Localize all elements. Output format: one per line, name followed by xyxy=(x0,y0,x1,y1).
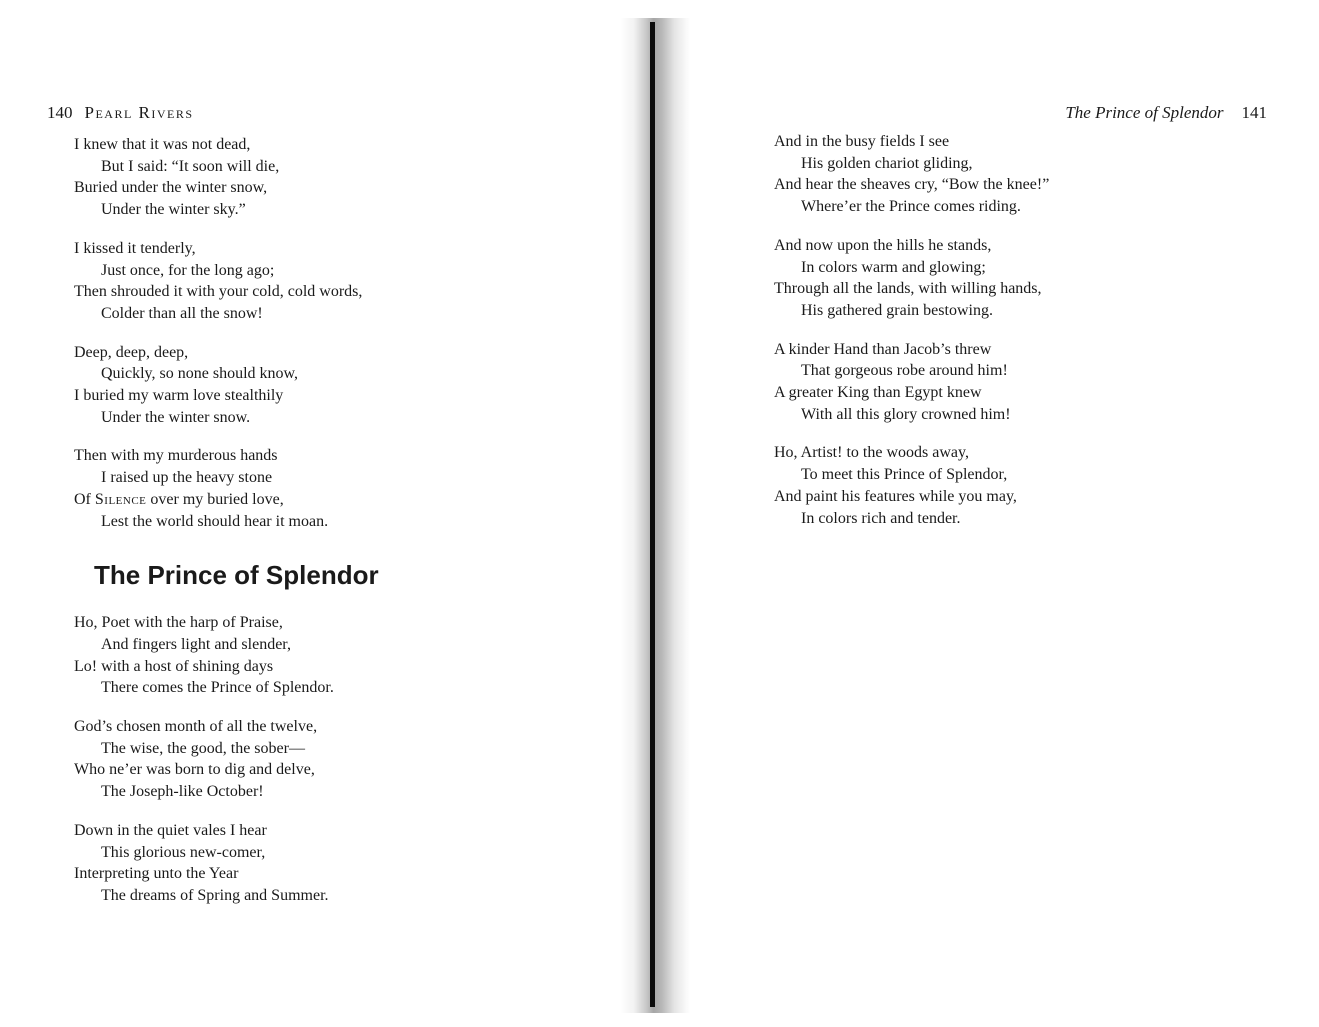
poem-line: God’s chosen month of all the twelve, xyxy=(74,718,318,736)
left-page xyxy=(0,0,620,1027)
right-running-head-title: The Prince of Splendor xyxy=(1065,103,1224,122)
poem-line: And hear the sheaves cry, “Bow the knee!” xyxy=(774,176,1050,194)
poem-line: I kissed it tenderly, xyxy=(74,239,196,257)
poem-line: Interpreting unto the Year xyxy=(74,865,239,883)
poem-line: Under the winter sky.” xyxy=(101,201,246,219)
poem-line: Lest the world should hear it moan. xyxy=(101,512,329,530)
poem-line: Deep, deep, deep, xyxy=(74,343,189,361)
poem-line: But I said: “It soon will die, xyxy=(101,157,280,175)
left-running-head-author: Pearl Rivers xyxy=(84,103,194,122)
poem-line: Ho, Poet with the harp of Praise, xyxy=(74,614,283,632)
right-running-head xyxy=(1065,102,1267,124)
poem-line: The wise, the good, the sober— xyxy=(101,739,305,757)
book-spine xyxy=(650,22,655,1007)
poem-line: And paint his features while you may, xyxy=(774,487,1017,505)
stanza xyxy=(74,342,594,429)
poem-line: In colors rich and tender. xyxy=(801,509,961,527)
left-page-text xyxy=(74,134,594,924)
poem-line xyxy=(74,489,594,511)
poem-line: And fingers light and slender, xyxy=(101,635,291,653)
poem-line: With all this glory crowned him! xyxy=(801,405,1011,423)
stanza xyxy=(774,339,1294,426)
poem-line: Down in the quiet vales I hear xyxy=(74,821,267,839)
poem-line: This glorious new-comer, xyxy=(101,843,266,861)
book-gutter-shadow xyxy=(620,18,690,1013)
poem-line: A greater King than Egypt knew xyxy=(774,384,982,402)
left-page-number: 140 xyxy=(47,103,73,122)
poem-line: Quickly, so none should know, xyxy=(101,365,299,383)
stanza xyxy=(774,442,1294,529)
poem-line: Buried under the winter snow, xyxy=(74,179,268,197)
poem-line: Under the winter snow. xyxy=(101,408,251,426)
poem-line: To meet this Prince of Splendor, xyxy=(801,466,1008,484)
right-page xyxy=(690,0,1319,1027)
stanza xyxy=(74,820,594,907)
poem-line: Through all the lands, with willing hands, xyxy=(774,280,1042,298)
poem-line: I buried my warm love stealthily xyxy=(74,387,284,405)
poem-line-small-caps-word: Silence xyxy=(94,490,147,508)
poem-line: In colors warm and glowing; xyxy=(801,258,986,276)
poem-title: The Prince of Splendor xyxy=(94,560,379,591)
poem-line: His golden chariot gliding, xyxy=(801,154,973,172)
stanza xyxy=(74,612,594,699)
poem-line: And now upon the hills he stands, xyxy=(774,236,992,254)
poem-line-rest: over my buried love, xyxy=(150,490,284,508)
stanza xyxy=(74,716,594,803)
poem-line: And in the busy fields I see xyxy=(774,133,950,150)
poem-line: The dreams of Spring and Summer. xyxy=(101,886,329,904)
stanza xyxy=(774,235,1294,322)
poem-line: The Joseph-like October! xyxy=(101,783,264,801)
poem-line: I raised up the heavy stone xyxy=(101,469,273,487)
right-page-text xyxy=(774,131,1294,546)
poem-line: I knew that it was not dead, xyxy=(74,136,251,153)
stanza xyxy=(74,445,594,532)
left-running-head xyxy=(47,102,194,124)
poem-line: His gathered grain bestowing. xyxy=(801,301,993,319)
poem-line: Who ne’er was born to dig and delve, xyxy=(74,761,315,779)
poem-line: There comes the Prince of Splendor. xyxy=(101,679,334,697)
poem-line: A kinder Hand than Jacob’s threw xyxy=(774,340,992,358)
right-page-number: 141 xyxy=(1241,103,1267,122)
stanza xyxy=(74,238,594,325)
poem-line: Then shrouded it with your cold, cold words, xyxy=(74,283,363,301)
stanza xyxy=(74,134,594,221)
poem-line: Just once, for the long ago; xyxy=(101,261,275,279)
poem-line: Where’er the Prince comes riding. xyxy=(801,198,1021,216)
poem-line: Then with my murderous hands xyxy=(74,447,278,465)
poem-line: Lo! with a host of shining days xyxy=(74,657,274,675)
stanza xyxy=(774,131,1294,218)
poem-line: That gorgeous robe around him! xyxy=(801,362,1008,380)
poem-line: Colder than all the snow! xyxy=(101,304,263,322)
poem-line-word: Of xyxy=(74,490,91,508)
poem-line: Ho, Artist! to the woods away, xyxy=(774,444,969,462)
